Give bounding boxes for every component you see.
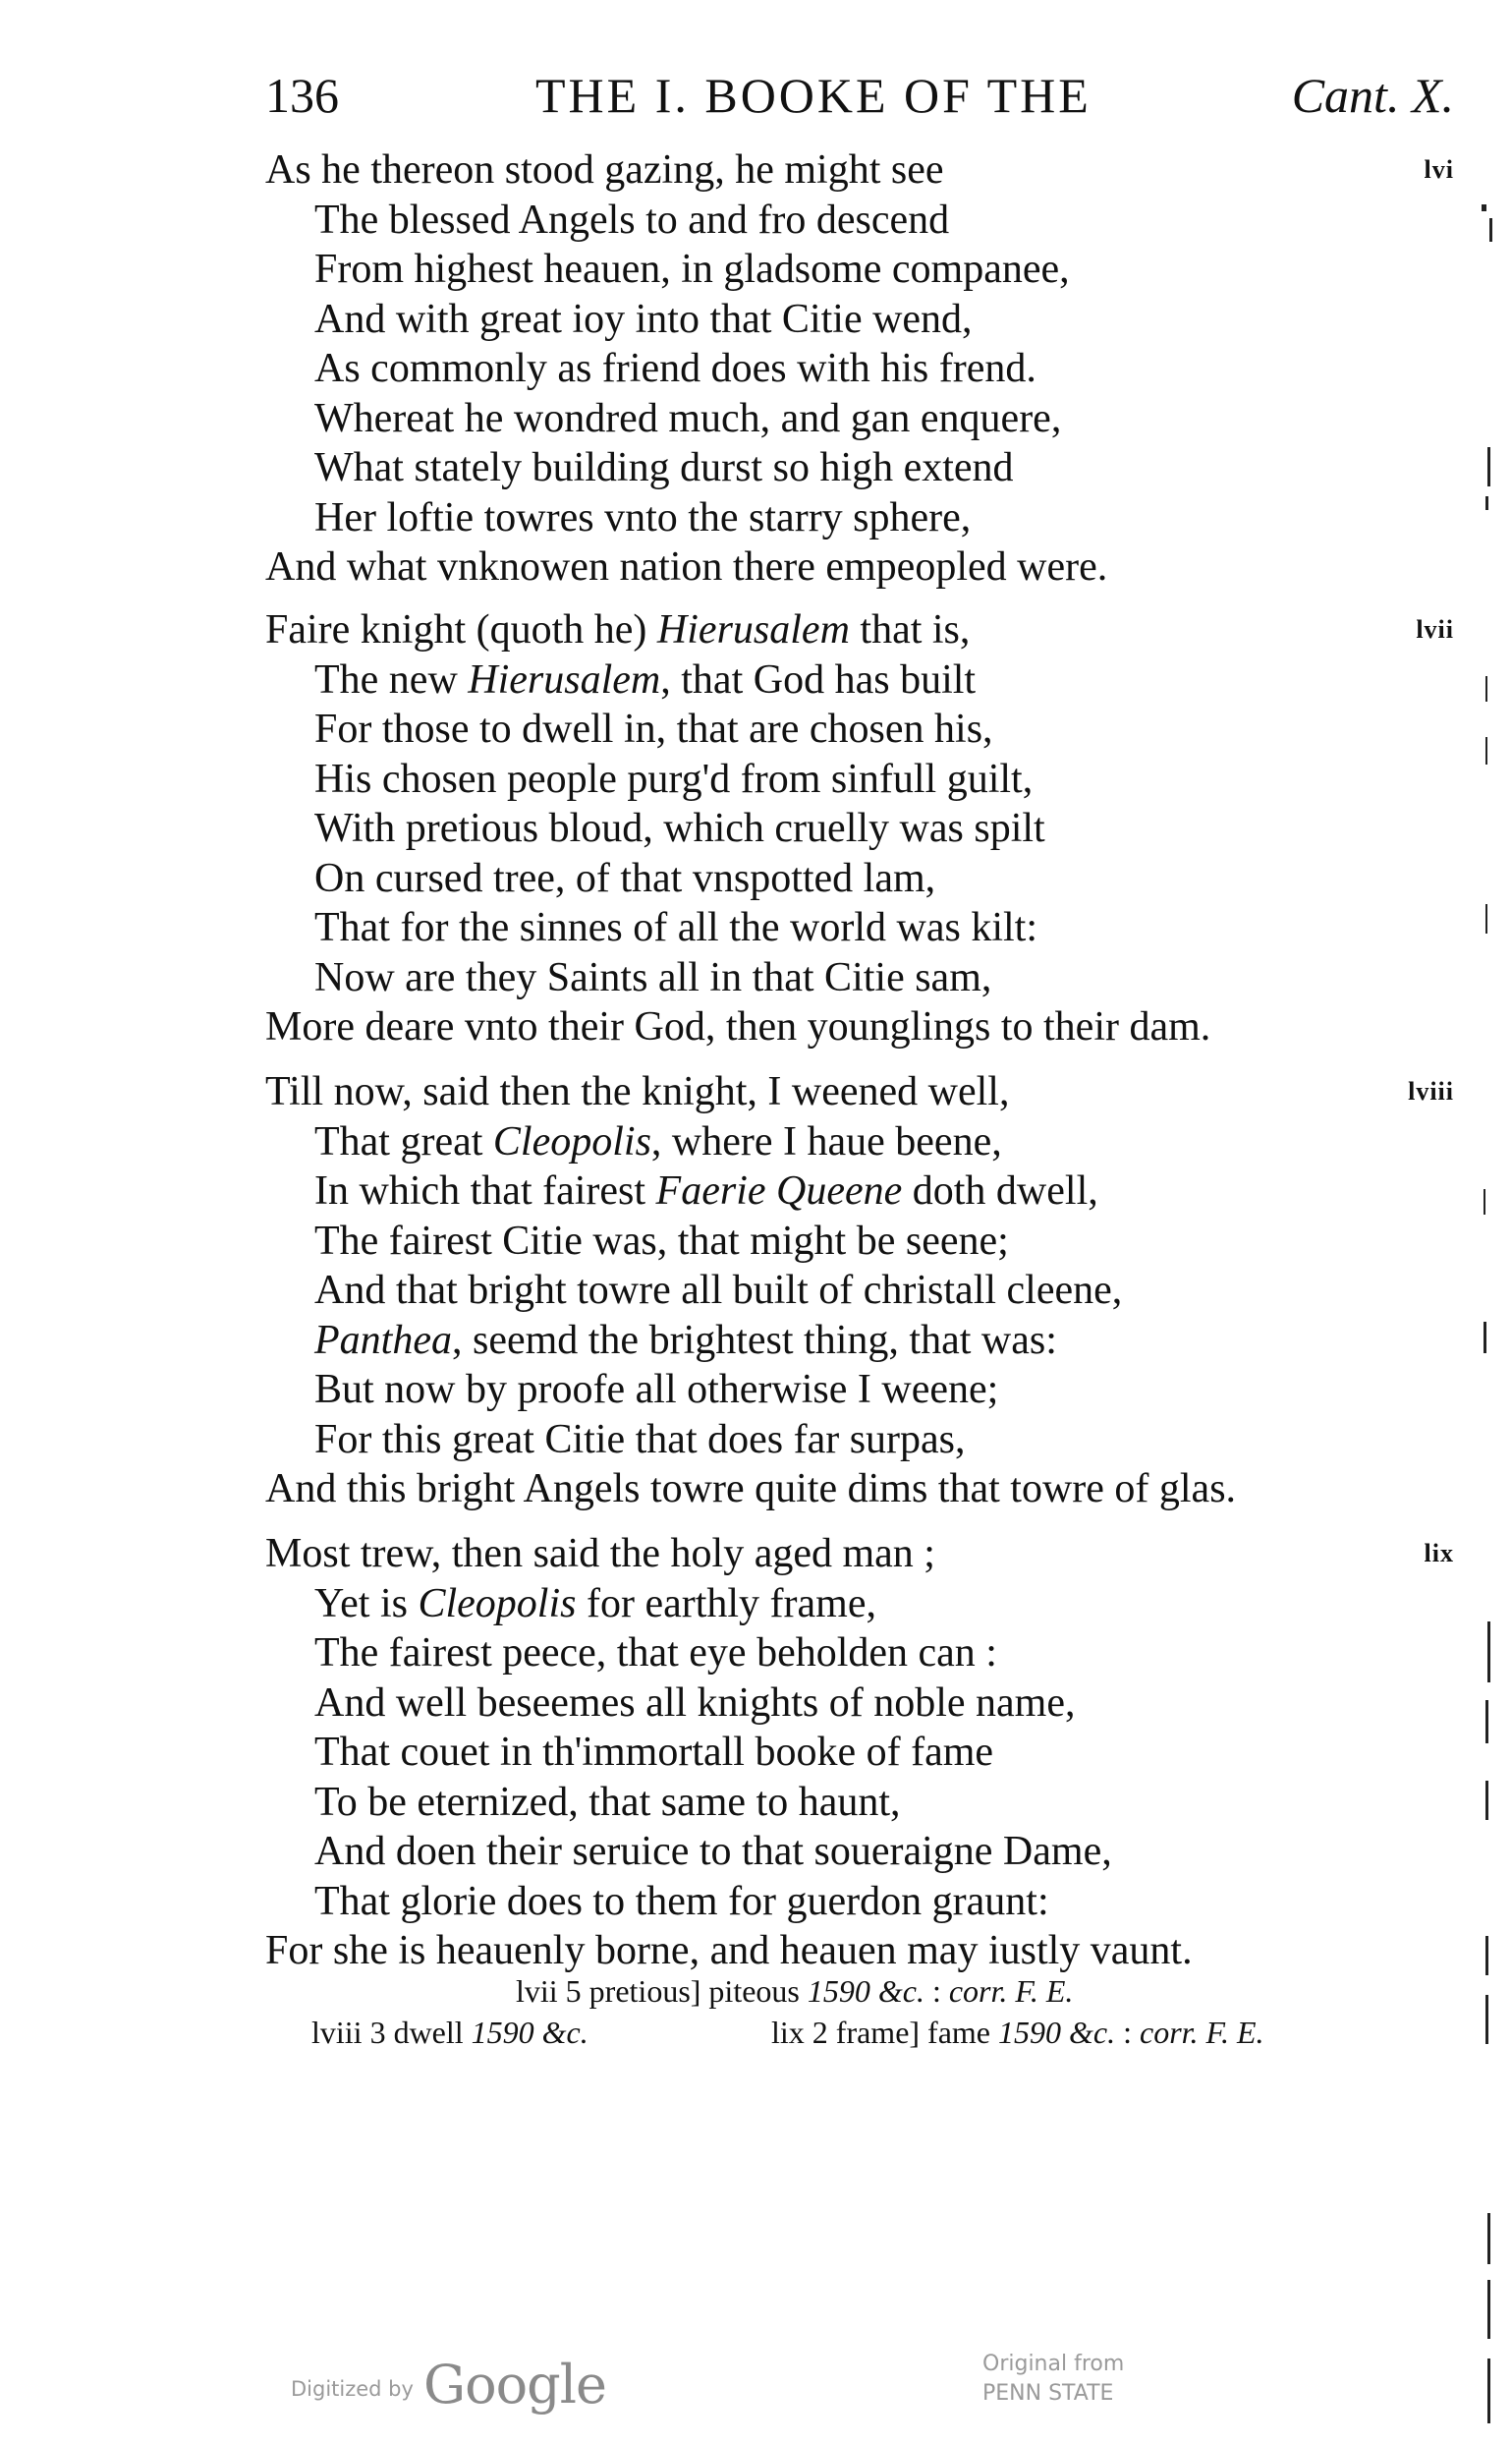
verse-line [265,1166,1454,1217]
stanza-number: lvii [1416,615,1454,644]
edge-mark [1485,676,1487,702]
edge-mark [1487,2280,1490,2339]
footnote-text: lviii 3 dwell [311,2015,472,2050]
verse-line: And well beseemes all knights of noble name, [314,1679,1076,1726]
verse-line: And this bright Angels towre quite dims that towre of glas. [265,1466,1237,1511]
verse-line: And what vnknowen nation there empeopled were. [265,544,1108,590]
verse-italic: Cleopolis [418,1580,577,1626]
verse-italic: Hierusalem [656,607,850,653]
verse-line: As he thereon stood gazing, he might see [265,147,944,193]
verse-italic: Cleopolis [492,1118,651,1165]
verse-line: What stately building durst so high extend [314,445,1014,490]
verse-line: The blessed Angels to and fro descend [314,197,950,243]
verse-line: And doen their seruice to that soueraigne Dame, [314,1829,1112,1874]
verse-line [265,655,1454,706]
stanza [265,1529,1454,1976]
page-edge-marks [1474,0,1512,2444]
edge-mark [1485,1936,1488,1975]
edge-mark [1482,204,1486,211]
edge-mark [1485,1995,1488,2044]
edge-mark [1484,1322,1486,1353]
verse-line: Most trew, then said the holy aged man ; [265,1531,935,1576]
verse-line: That glorie does to them for guerdon graunt: [314,1878,1049,1924]
verse-line: For this great Citie that does far surpas, [314,1416,966,1462]
stanza [265,1067,1454,1514]
verse-text: Faire knight (quoth he) [265,607,657,653]
verse-line: The fairest Citie was, that might be seene; [314,1218,1009,1264]
library-name: PENN STATE [982,2381,1114,2406]
verse-text: for earthly frame, [576,1580,876,1626]
google-logo: Google [423,2354,606,2416]
verse-line: His chosen people purg'd from sinfull guilt, [314,756,1034,802]
footnote-line [265,2012,1454,2053]
stanza [265,605,1454,1052]
digitized-by-text: Digitized by [291,2377,414,2401]
verse-text: The new [314,656,469,703]
verse-line [265,605,1454,655]
running-title: THE I. BOOKE OF THE [535,68,1092,123]
edge-mark [1487,1621,1490,1682]
footnote-edition: 1590 &c. [807,1973,924,2009]
verse-text: , seemd the brightest thing, that was: [451,1317,1057,1363]
verse-text: Yet is [314,1580,419,1626]
edge-mark [1485,1700,1488,1743]
edge-mark [1487,2359,1490,2423]
verse-line: That couet in th'immortall booke of fame [314,1730,994,1775]
original-from-mark [982,2350,1124,2409]
verse-line: From highest heauen, in gladsome companee, [314,247,1070,292]
page-number: 136 [265,68,339,123]
footnote-text: lvii 5 pretious] piteous [516,1973,808,2009]
edge-mark [1484,1189,1485,1215]
running-header [265,61,1454,130]
edge-mark [1487,2213,1490,2264]
edge-mark [1485,496,1488,510]
verse-line: Now are they Saints all in that Citie sam, [314,954,992,1000]
original-from-text: Original from [982,2352,1125,2376]
verse-line: Whereat he wondred much, and gan enquere, [314,395,1062,441]
verse-line: That for the sinnes of all the world was kilt: [314,905,1038,950]
footnote-correction: corr. F. E. [948,1973,1074,2009]
verse-line: To be eternized, that same to haunt, [314,1779,901,1825]
footnote-edition: 1590 &c. [998,2015,1116,2050]
verse-line [265,1316,1454,1366]
edge-mark [1485,904,1487,934]
verse-text: doth dwell, [902,1168,1098,1214]
verse-line: But now by proofe all otherwise I weene; [314,1367,999,1412]
stanza-number: lviii [1408,1077,1454,1106]
verse-text: That great [314,1118,493,1165]
verse-line: Till now, said then the knight, I weened well, [265,1069,1010,1114]
verse-line: For she is heauenly borne, and heauen may iustly vaunt. [265,1928,1193,1973]
canto-reference: Cant. X. [1291,68,1454,123]
footnote-edition: 1590 &c. [471,2015,588,2050]
verse-italic: Faerie Queene [655,1168,903,1214]
footnote-text: lix 2 frame] fame [771,2015,998,2050]
edge-mark [1489,218,1492,242]
edge-mark [1485,737,1487,765]
verse-text: , where I haue beene, [650,1118,1002,1165]
verse-line: And with great ioy into that Citie wend, [314,296,973,342]
footnote-correction: corr. F. E. [1139,2015,1264,2050]
stanza-number: lvi [1424,155,1454,184]
verse-text: , that God has built [660,656,977,703]
footnote-entry [771,2012,1264,2053]
verse-line: For those to dwell in, that are chosen his, [314,707,993,752]
verse-line [265,1579,1454,1629]
verse-italic: Panthea [314,1317,452,1363]
stanza [265,145,1454,593]
verse-text: In which that fairest [314,1168,656,1214]
footnotes [265,1970,1454,2053]
edge-mark [1485,1781,1488,1820]
footnote-line [265,1970,1454,2012]
verse-italic: Hierusalem [468,656,661,703]
verse-line: Her loftie towres vnto the starry sphere, [314,494,972,540]
verse-line: More deare vnto their God, then younglings to their dam. [265,1004,1211,1050]
verse-line: The fairest peece, that eye beholden can : [314,1630,997,1676]
edge-mark [1487,447,1490,486]
verse-line [265,1117,1454,1167]
verse-line: And that bright towre all built of christall cleene, [314,1268,1123,1313]
stanza-number: lix [1424,1539,1454,1567]
verse-text: that is, [849,607,971,653]
footnote-text: : [924,1973,949,2009]
verse-line: As commonly as friend does with his frend. [314,346,1036,391]
verse-line: With pretious bloud, which cruelly was spilt [314,806,1045,851]
verse-line: On cursed tree, of that vnspotted lam, [314,855,936,901]
footnote-text: : [1115,2015,1140,2050]
footnote-entry [311,2012,588,2053]
